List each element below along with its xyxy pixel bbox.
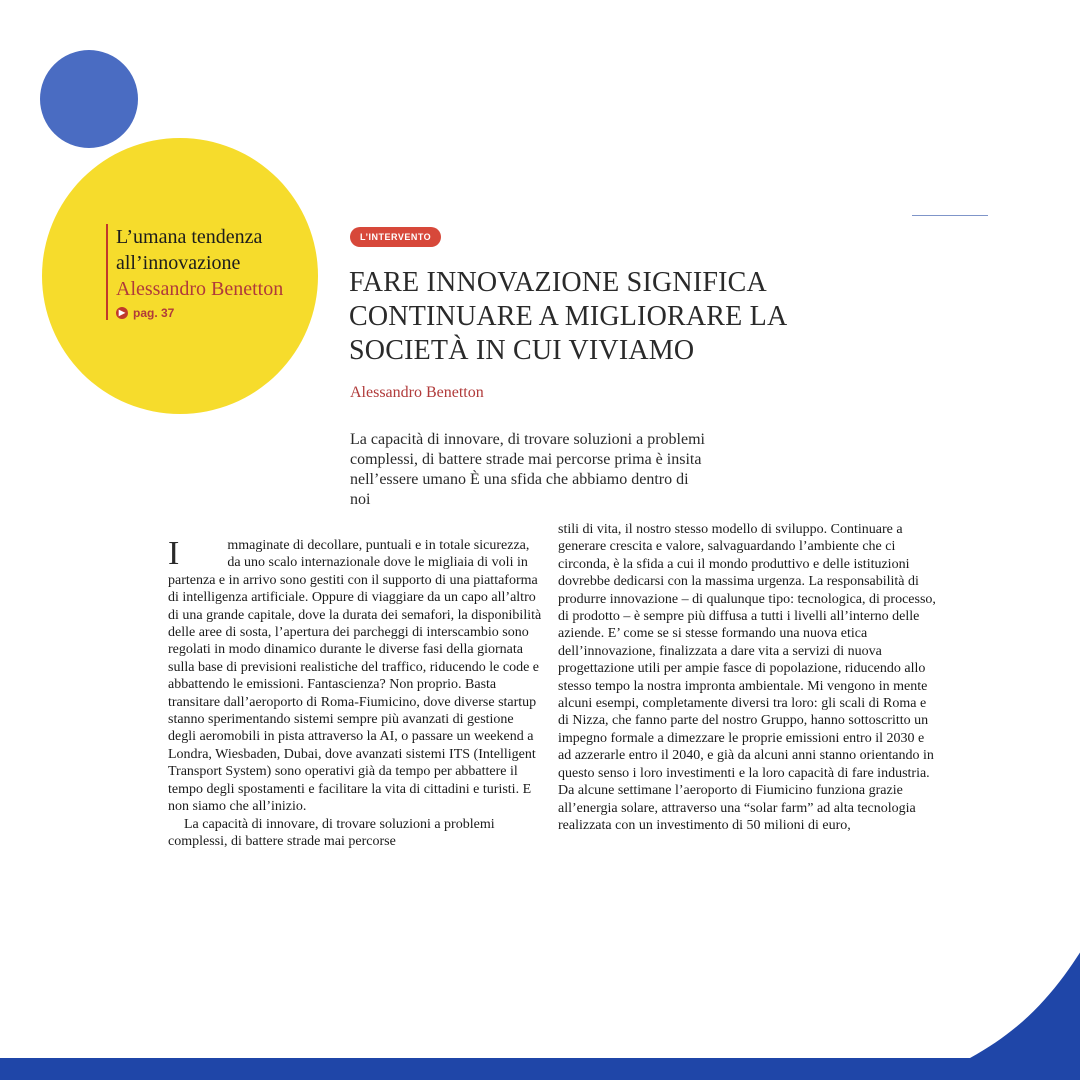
teaser-page-label: pag. 37 (133, 306, 175, 320)
article-column-right (558, 521, 938, 834)
teaser-box (106, 224, 316, 320)
article-column-left (168, 537, 544, 850)
body-paragraph: mmaginate di decollare, puntuali e in totale sicurezza, da uno scalo internazionale dove le migliaia di voli in partenza e in arrivo sono gestiti con il supporto di una piattaforma di intelligenza artificiale. Oppure di viaggiare da un capo all’altro di una grande capitale, dove la durata dei semafori, la disponibilità delle aree di sosta, l’apertura dei parcheggi di interscambio sono regolati in modo dinamico durante le diverse fasi della giornata sulla base di previsioni realistiche del traffico, riducendo le code e abbattendo le emissioni. Fantascienza? Non proprio. Basta transitare dall’aeroporto di Roma-Fiumicino, dove diverse startup stanno sperimentando sistemi sempre più avanzati di gestione degli aeromobili in pista attraverso la AI, o passare un weekend a Londra, Wiesbaden, Dubai, dove avanzati sistemi ITS (Intelligent Transport System) sono operativi già da tempo per abbattere il tempo degli spostamenti e facilitare la vita di cittadini e turisti. E non siamo che all’inizio. (168, 538, 542, 815)
teaser-author: Alessandro Benetton (116, 278, 284, 300)
bottom-band (0, 1058, 1080, 1080)
teaser-title: L’umana tendenza all’innovazione (116, 226, 263, 274)
body-paragraph: La capacità di innovare, di trovare soluzioni a problemi complessi, di battere strade mai percorse (168, 816, 495, 849)
top-rule (912, 215, 988, 216)
decorative-corner-wave (900, 880, 1080, 1080)
decorative-blue-dot (40, 50, 138, 148)
drop-cap: I (168, 535, 180, 572)
article-headline: FARE INNOVAZIONE SIGNIFICA CONTINUARE A MIGLIORARE LA SOCIETÀ IN CUI VIVIAMO (349, 267, 786, 366)
article-standfirst: La capacità di innovare, di trovare soluzioni a problemi complessi, di battere strade mai percorse prima è insita nell’essere umano È una sfida che abbiamo dentro di noi (350, 431, 705, 508)
teaser-page-ref (116, 306, 316, 320)
article-byline: Alessandro Benetton (350, 384, 484, 401)
body-paragraph: stili di vita, il nostro stesso modello di sviluppo. Continuare a generare crescita e valore, salvaguardando l’ambiente che ci circonda, è la sfida a cui il mondo produttivo e delle istituzioni dovrebbe dedicarsi con la massima urgenza. La responsabilità di produrre innovazione – di qualunque tipo: tecnologica, di processo, di prodotto – è sempre più diffusa a tutti i livelli all’interno delle aziende. E’ come se si stesse formando una nuova etica dell’innovazione, finalizzata a dare vita a servizi di nuova progettazione utili per ampie fasce di popolazione, riducendo allo stesso tempo la nostra impronta ambientale. Mi vengono in mente alcuni esempi, completamente diversi tra loro: gli scali di Roma e di Nizza, che fanno parte del nostro Gruppo, hanno sottoscritto un impegno formale a dimezzare le proprie emissioni entro il 2030 e ad azzerarle entro il 2040, e già da alcuni anni stanno orientando in questo senso i loro investimenti e la loro capacità di fare industria. Da alcune settimane l’aeroporto di Fiumicino funziona grazie all’energia solare, attraverso una “solar farm” ad alta tecnologia realizzata con un investimento di 50 milioni di euro, (558, 522, 936, 833)
section-tag: L’INTERVENTO (350, 227, 441, 247)
arrow-right-icon: ▶ (116, 307, 128, 319)
